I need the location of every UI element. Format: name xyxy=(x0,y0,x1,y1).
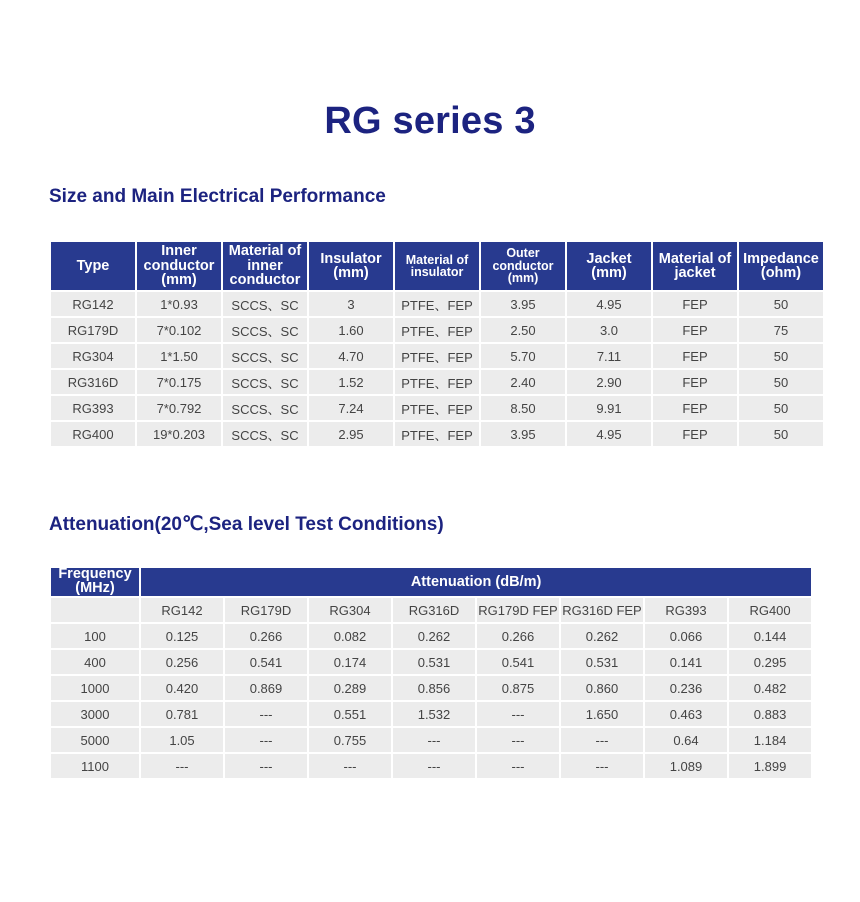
col-header-inner-material: Material of inner conductor xyxy=(223,242,307,290)
attenuation-cell: 0.869 xyxy=(225,676,307,700)
table-cell: 7.11 xyxy=(567,344,651,368)
table-cell: FEP xyxy=(653,318,737,342)
attenuation-cell: --- xyxy=(309,754,391,778)
attenuation-cell: --- xyxy=(141,754,223,778)
attenuation-cell: 0.875 xyxy=(477,676,559,700)
attenuation-cell: 0.856 xyxy=(393,676,475,700)
table-cell: PTFE、FEP xyxy=(395,422,479,446)
col-header-type: Type xyxy=(51,242,135,290)
attenuation-cell: --- xyxy=(225,702,307,726)
attenuation-cell: 0.125 xyxy=(141,624,223,648)
table-row xyxy=(51,702,811,726)
table-cell: 9.91 xyxy=(567,396,651,420)
table-cell: 7*0.792 xyxy=(137,396,221,420)
frequency-cell: 100 xyxy=(51,624,139,648)
table-cell: 50 xyxy=(739,396,823,420)
attenuation-cell: --- xyxy=(561,728,643,752)
performance-table xyxy=(49,240,825,448)
table-cell: 4.95 xyxy=(567,292,651,316)
frequency-cell: 3000 xyxy=(51,702,139,726)
table-cell: RG142 xyxy=(51,292,135,316)
cable-name-cell: RG316D FEP xyxy=(561,598,643,622)
attenuation-cell: 0.531 xyxy=(393,650,475,674)
table-cell: 7*0.175 xyxy=(137,370,221,394)
table-cell: PTFE、FEP xyxy=(395,370,479,394)
cable-name-cell: RG179D FEP xyxy=(477,598,559,622)
table-cell: SCCS、SC xyxy=(223,422,307,446)
table-cell: FEP xyxy=(653,422,737,446)
table-row xyxy=(51,370,823,394)
attenuation-cell: 0.755 xyxy=(309,728,391,752)
attenuation-cell: 0.541 xyxy=(477,650,559,674)
table-row xyxy=(51,728,811,752)
attenuation-cell: 0.266 xyxy=(225,624,307,648)
attenuation-cell: 1.089 xyxy=(645,754,727,778)
table-cell: FEP xyxy=(653,396,737,420)
table-row xyxy=(51,650,811,674)
attenuation-cell: 0.883 xyxy=(729,702,811,726)
frequency-cell: 1000 xyxy=(51,676,139,700)
attenuation-cell: 1.184 xyxy=(729,728,811,752)
cable-name-cell: RG400 xyxy=(729,598,811,622)
table-cell: RG179D xyxy=(51,318,135,342)
attenuation-cell: 0.262 xyxy=(561,624,643,648)
table-cell: PTFE、FEP xyxy=(395,292,479,316)
table-cell: SCCS、SC xyxy=(223,318,307,342)
table-cell: SCCS、SC xyxy=(223,344,307,368)
attenuation-cell: 0.256 xyxy=(141,650,223,674)
col-header-jacket: Jacket (mm) xyxy=(567,242,651,290)
attenuation-cell: --- xyxy=(561,754,643,778)
table-cell: FEP xyxy=(653,370,737,394)
table-cell: 7.24 xyxy=(309,396,393,420)
attenuation-cell: 1.650 xyxy=(561,702,643,726)
attenuation-table xyxy=(49,566,813,780)
table-cell: 3.0 xyxy=(567,318,651,342)
frequency-cell: 5000 xyxy=(51,728,139,752)
table-cell: 1*1.50 xyxy=(137,344,221,368)
attenuation-cell: 0.295 xyxy=(729,650,811,674)
cable-name-cell: RG142 xyxy=(141,598,223,622)
table-cell: 8.50 xyxy=(481,396,565,420)
attenuation-cell: 0.551 xyxy=(309,702,391,726)
table-cell: 1.60 xyxy=(309,318,393,342)
attenuation-cell: 0.236 xyxy=(645,676,727,700)
attenuation-cell: 0.066 xyxy=(645,624,727,648)
table-cell: RG316D xyxy=(51,370,135,394)
attenuation-cell: --- xyxy=(225,754,307,778)
col-header-impedance: Impedance (ohm) xyxy=(739,242,823,290)
table-row xyxy=(51,292,823,316)
section-heading-attenuation: Attenuation(20℃,Sea level Test Conditions) xyxy=(49,514,444,535)
col-header-inner-conductor: Inner conductor (mm) xyxy=(137,242,221,290)
attenuation-cell: --- xyxy=(477,754,559,778)
table-cell: SCCS、SC xyxy=(223,396,307,420)
table-cell: 3 xyxy=(309,292,393,316)
attenuation-cell: 0.420 xyxy=(141,676,223,700)
frequency-cell: 400 xyxy=(51,650,139,674)
table-cell: 2.40 xyxy=(481,370,565,394)
attenuation-cell: 0.082 xyxy=(309,624,391,648)
frequency-cell: 1100 xyxy=(51,754,139,778)
attenuation-cell: 0.463 xyxy=(645,702,727,726)
cable-name-cell: RG179D xyxy=(225,598,307,622)
attenuation-cell: 0.174 xyxy=(309,650,391,674)
attenuation-cell: 1.899 xyxy=(729,754,811,778)
table-row xyxy=(51,422,823,446)
table-cell: 50 xyxy=(739,292,823,316)
table-cell: FEP xyxy=(653,344,737,368)
table-cell: 5.70 xyxy=(481,344,565,368)
attenuation-cell: 1.532 xyxy=(393,702,475,726)
table-cell: 50 xyxy=(739,422,823,446)
table-cell: FEP xyxy=(653,292,737,316)
col-header-insulator: Insulator (mm) xyxy=(309,242,393,290)
attenuation-cell: 0.482 xyxy=(729,676,811,700)
attenuation-cell: --- xyxy=(225,728,307,752)
attenuation-cell: 0.144 xyxy=(729,624,811,648)
table-cell: 3.95 xyxy=(481,422,565,446)
table-cell: SCCS、SC xyxy=(223,292,307,316)
table-cell: RG393 xyxy=(51,396,135,420)
table-cell: 2.95 xyxy=(309,422,393,446)
cable-name-cell: RG316D xyxy=(393,598,475,622)
cable-name-cell: RG393 xyxy=(645,598,727,622)
attenuation-header-row xyxy=(51,568,811,596)
section-heading-performance: Size and Main Electrical Performance xyxy=(49,186,386,207)
attenuation-cell: 0.531 xyxy=(561,650,643,674)
table-cell: 50 xyxy=(739,370,823,394)
col-header-insulator-material: Material of insulator xyxy=(395,242,479,290)
col-header-frequency: Frequency (MHz) xyxy=(51,568,139,596)
table-cell: 1*0.93 xyxy=(137,292,221,316)
col-header-attenuation: Attenuation (dB/m) xyxy=(141,568,811,596)
table-cell: 2.50 xyxy=(481,318,565,342)
table-cell: 4.70 xyxy=(309,344,393,368)
table-cell: 3.95 xyxy=(481,292,565,316)
attenuation-cell: 0.541 xyxy=(225,650,307,674)
table-row xyxy=(51,318,823,342)
table-cell: 4.95 xyxy=(567,422,651,446)
attenuation-cell: 0.266 xyxy=(477,624,559,648)
table-cell: 50 xyxy=(739,344,823,368)
table-cell: PTFE、FEP xyxy=(395,344,479,368)
attenuation-cell: 0.64 xyxy=(645,728,727,752)
table-cell: 75 xyxy=(739,318,823,342)
col-header-jacket-material: Material of jacket xyxy=(653,242,737,290)
page-title: RG series 3 xyxy=(324,100,536,142)
table-row xyxy=(51,396,823,420)
table-cell: 7*0.102 xyxy=(137,318,221,342)
table-cell: SCCS、SC xyxy=(223,370,307,394)
table-cell: 19*0.203 xyxy=(137,422,221,446)
attenuation-cell: --- xyxy=(393,754,475,778)
table-cell: PTFE、FEP xyxy=(395,396,479,420)
table-cell: 1.52 xyxy=(309,370,393,394)
attenuation-cell: --- xyxy=(477,702,559,726)
table-cell-empty xyxy=(51,598,139,622)
attenuation-cell: 0.289 xyxy=(309,676,391,700)
attenuation-cell: 1.05 xyxy=(141,728,223,752)
attenuation-cell: 0.141 xyxy=(645,650,727,674)
attenuation-cell: --- xyxy=(477,728,559,752)
table-row xyxy=(51,754,811,778)
performance-header-row xyxy=(51,242,823,290)
cable-name-row xyxy=(51,598,811,622)
table-row xyxy=(51,624,811,648)
table-cell: PTFE、FEP xyxy=(395,318,479,342)
attenuation-cell: 0.262 xyxy=(393,624,475,648)
table-cell: RG400 xyxy=(51,422,135,446)
attenuation-cell: --- xyxy=(393,728,475,752)
cable-name-cell: RG304 xyxy=(309,598,391,622)
col-header-outer-conductor: Outer conductor (mm) xyxy=(481,242,565,290)
attenuation-cell: 0.860 xyxy=(561,676,643,700)
table-row xyxy=(51,676,811,700)
attenuation-cell: 0.781 xyxy=(141,702,223,726)
table-row xyxy=(51,344,823,368)
table-cell: 2.90 xyxy=(567,370,651,394)
table-cell: RG304 xyxy=(51,344,135,368)
